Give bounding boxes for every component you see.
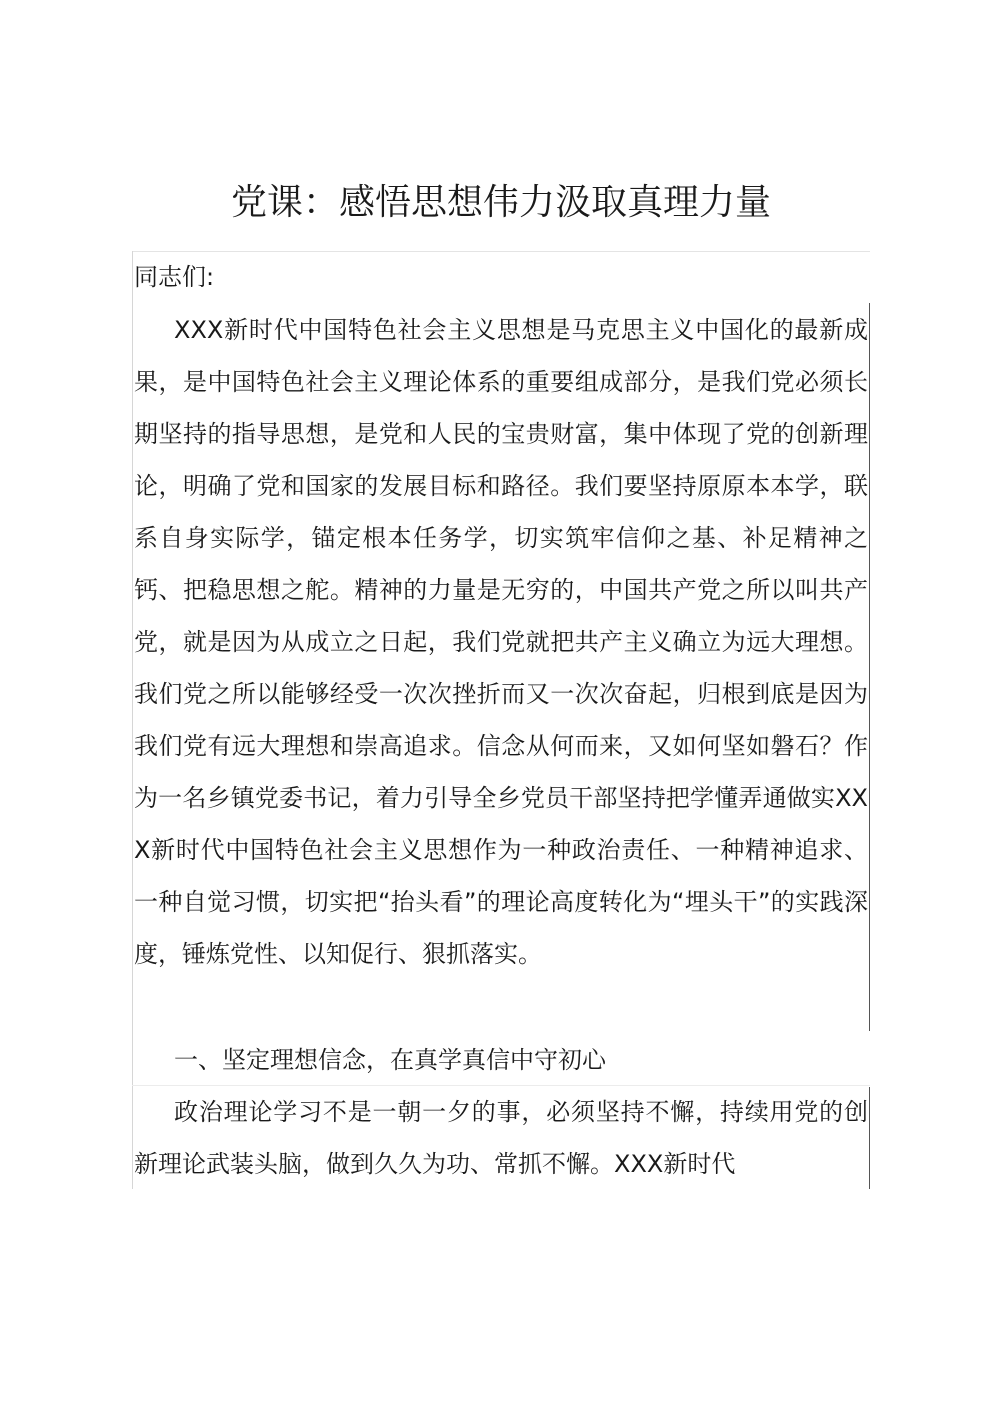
frame-left-border (132, 251, 133, 1189)
document-title: 党课：感悟思想伟力汲取真理力量 (230, 182, 771, 223)
paragraph-intro: XXX新时代中国特色社会主义思想是马克思主义中国化的最新成果，是中国特色社会主义理论体系的重要组成部分，是我们党必须长期坚持的指导思想，是党和人民的宝贵财富，集中体现了党的创新理论，明确了党和国家的发展目标和路径。我们要坚持原原本本学，联系自身实际学，锚定根本任务学，切实筑牢信仰之基、补足精神之钙、把稳思想之舵。精神的力量是无穷的，中国共产党之所以叫共产党，就是因为从成立之日起，我们党就把共产主义确立为远大理想。我们党之所以能够经受一次次挫折而又一次次奋起，归根到底是因为我们党有远大理想和崇高追求。信念从何而来，又如何坚如磐石？作为一名乡镇党委书记，着力引导全乡党员干部坚持把学懂弄通做实XXX新时代中国特色社会主义思想作为一种政治责任、一种精神追求、一种自觉习惯，切实把“抬头看”的理论高度转化为“埋头干”的实践深度，锤炼党性、以知促行、狠抓落实。 (134, 316, 868, 968)
section-heading-1: 一、坚定理想信念，在真学真信中守初心 (174, 1046, 606, 1074)
paragraph-section-1: 政治理论学习不是一朝一夕的事，必须坚持不懈，持续用党的创新理论武装头脑，做到久久为功、常抓不懈。XXX新时代 (134, 1098, 868, 1178)
greeting: 同志们: (134, 263, 215, 291)
